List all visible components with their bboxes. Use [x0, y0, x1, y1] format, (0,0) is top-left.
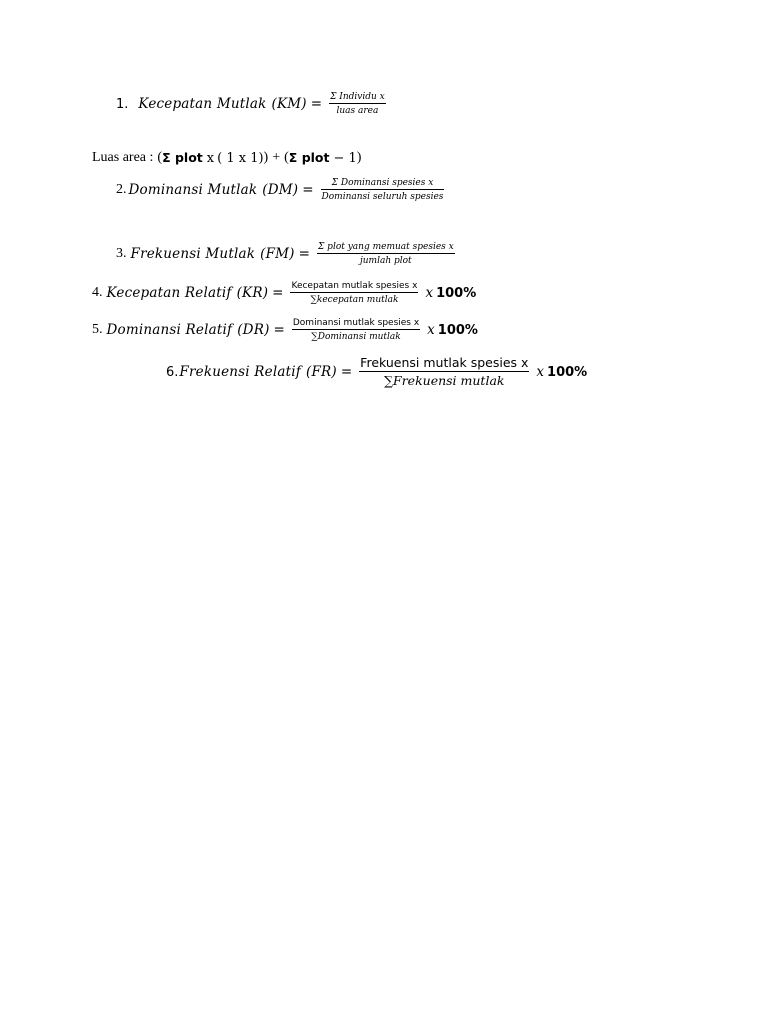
formula-number: 6.	[166, 364, 179, 380]
luas-area-line	[92, 151, 361, 165]
fraction-bar	[292, 329, 420, 330]
numerator: Frekuensi mutlak spesies x	[360, 355, 529, 370]
percent-value: 100%	[547, 364, 588, 380]
formula-abbr: (KR)	[236, 284, 269, 301]
formula-name: Kecepatan Relatif	[106, 284, 232, 301]
fraction	[290, 281, 418, 306]
fraction-bar	[359, 371, 529, 372]
formula-number: 2.	[116, 182, 127, 198]
formula-fr	[166, 356, 587, 389]
formula-kr	[92, 281, 476, 306]
percent-value: 100%	[436, 285, 477, 301]
numerator: Σ plot yang memuat spesies x	[317, 242, 454, 252]
fraction	[321, 178, 445, 203]
fraction-bar	[290, 292, 418, 293]
formula-abbr: (FM)	[260, 245, 295, 262]
fraction	[359, 356, 529, 389]
paren-close: )	[263, 150, 269, 165]
fraction-bar	[317, 253, 455, 254]
fraction-bar	[321, 189, 445, 190]
sigma-plot-2: Σ plot	[288, 149, 330, 165]
formula-name: Dominansi Mutlak	[128, 181, 258, 198]
numerator: Σ Dominansi spesies x	[331, 178, 434, 188]
denominator: ∑Dominansi mutlak	[311, 332, 401, 343]
formula-abbr: (DM)	[262, 181, 299, 198]
plus-sign: +	[272, 150, 281, 165]
denominator: luas area	[336, 106, 379, 117]
equals-sign: =	[302, 181, 314, 198]
denominator: Dominansi seluruh spesies	[321, 192, 444, 203]
fraction	[329, 92, 386, 117]
formula-number: 4.	[92, 285, 103, 301]
inner-expression: ( 1 x 1)	[217, 150, 264, 166]
paren-open: (	[157, 150, 163, 165]
formula-name: Frekuensi Mutlak	[130, 245, 256, 262]
numerator: Kecepatan mutlak spesies x	[291, 281, 418, 291]
paren-open-2: (	[284, 150, 289, 165]
fraction	[292, 318, 420, 343]
equals-sign: =	[310, 95, 323, 112]
luas-area-label: Luas area :	[92, 150, 154, 165]
percent-value: 100%	[437, 322, 478, 338]
formula-abbr: (DR)	[237, 321, 270, 338]
numerator: Σ Individu x	[330, 92, 385, 102]
equals-sign: =	[272, 284, 284, 301]
formula-number: 3.	[116, 246, 127, 262]
formula-dm	[116, 178, 447, 203]
formula-name: Dominansi Relatif	[106, 321, 233, 338]
numerator: Dominansi mutlak spesies x	[292, 318, 420, 328]
formula-name: Frekuensi Relatif	[179, 363, 301, 380]
formula-abbr: (KM)	[271, 95, 307, 112]
fraction-bar	[329, 103, 386, 104]
formula-km	[116, 92, 389, 117]
denominator: jumlah plot	[359, 256, 412, 267]
equals-sign: =	[340, 363, 353, 380]
paren-close-2: )	[356, 150, 362, 165]
equals-sign: =	[298, 245, 310, 262]
denominator: ∑kecepatan mutlak	[310, 295, 399, 306]
times-sign: x	[427, 321, 435, 338]
sigma-plot: Σ plot	[162, 149, 203, 165]
formula-number: 5.	[92, 322, 103, 338]
times-sign: x	[536, 363, 545, 380]
formula-dr	[92, 318, 478, 343]
times-x: x	[206, 150, 215, 166]
formula-fm	[116, 242, 458, 267]
minus-one: − 1	[333, 150, 357, 166]
formula-name: Kecepatan Mutlak	[138, 95, 267, 112]
denominator: ∑Frekuensi mutlak	[384, 373, 505, 389]
formula-abbr: (FR)	[305, 363, 337, 380]
fraction	[317, 242, 455, 267]
formula-number: 1.	[116, 96, 129, 112]
equals-sign: =	[273, 321, 285, 338]
times-sign: x	[425, 284, 434, 301]
